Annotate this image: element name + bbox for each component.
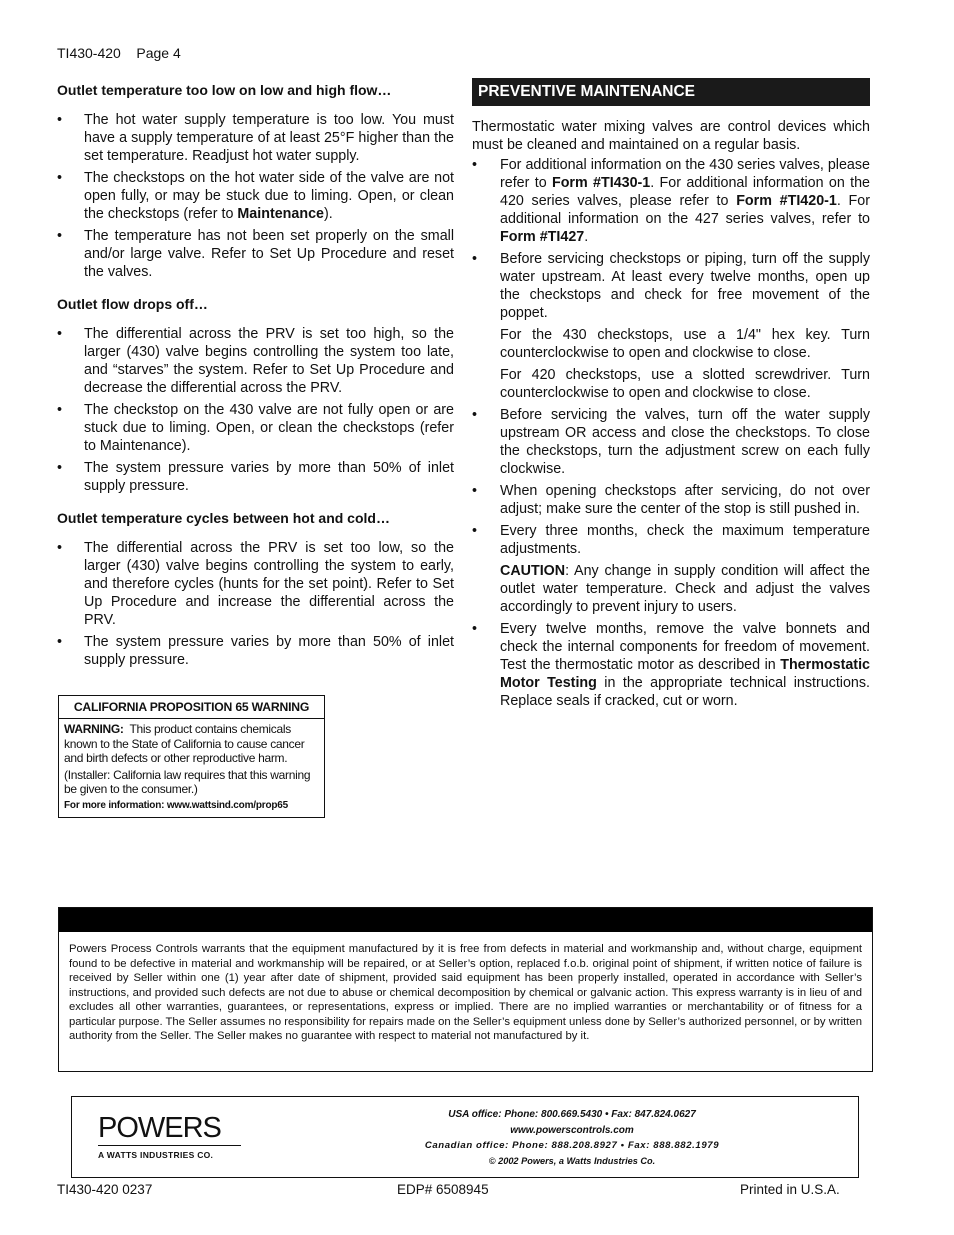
list-item: • The system pressure varies by more than 50% of inlet supply pressure. [57, 460, 454, 494]
warranty-text: Powers Process Controls warrants that the equipment manufactured by it is free from defects in material and workmanship and, without charge, equipment found to be defective in material and workmanship will be repaired, or at Seller’s option, replaced f.o.b. original point of shipment, if written notice of failure is received by Seller within one (1) year after date of shipment, provided said equipment has been properly installed, operated in accordance with Seller’s instructions, and provided such defects are not due to abuse or chemical decomposition by chemical or galvanic action. This express warranty is in lieu of and excludes all other warranties, guarantees, or representations, express or implied. There are no implied warranties or merchantability or of fitness for a particular purpose. The Seller assumes no responsibility for repairs made on the Seller’s equipment unless done by Seller’s authorized personnel, or by written authority from the Seller. The Seller makes no guarantee with respect to material not manufactured by it. [69, 943, 862, 1042]
doc-id: TI430-420 [57, 45, 121, 61]
warranty-box [58, 907, 873, 1072]
prop65-warning: WARNING: This product contains chemicals known to the State of California to cause cancer and birth defects or other reproductive harm. [64, 722, 305, 765]
list-item: • Every twelve months, remove the valve bonnets and check the internal components for freedom of movement. Test the thermostatic motor as described in Thermostatic Motor Testing in the appropriate technical instructions. Replace seals if cracked, cut or worn. [472, 621, 870, 709]
prop65-title: CALIFORNIA PROPOSITION 65 WARNING [73, 700, 310, 714]
website: www.powerscontrols.com [510, 1124, 634, 1136]
usa-office: USA office: Phone: 800.669.5430 • Fax: 847.824.0627 [448, 1109, 696, 1120]
bottom-doc-id: TI430-420 0237 [57, 1182, 153, 1197]
low-temp-list [57, 111, 454, 281]
list-item: • When opening checkstops after servicing, do not over adjust; make sure the center of the stop is still pushed in. [472, 483, 870, 517]
list-item: • Every three months, check the maximum temperature adjustments. CAUTION: Any change in supply condition will affect the outlet water temperature. Check and adjust the valves accordingly to prevent injury to users. [472, 523, 870, 615]
list-item: • For additional information on the 430 series valves, please refer to Form #TI430-1. For additional information on the 420 series valves, please refer to Form #TI420-1. For additional information on the 427 series valves, refer to Form #TI427. [472, 157, 871, 245]
warranty-header-bar [59, 908, 872, 932]
bullet: • [57, 326, 63, 342]
temp-cycles-list [57, 539, 454, 669]
bullet: • [472, 523, 478, 539]
divider [59, 718, 324, 719]
list-item: • The differential across the PRV is set too low, so the larger (430) valve begins controlling the system to early, and therefore cycles (hunts for the set point). Refer to Set Up Procedure and increase the differential across the PRV. [57, 540, 454, 628]
bottom-edp: EDP# 6508945 [397, 1182, 489, 1197]
page-header [57, 45, 181, 61]
flow-drops-list [57, 325, 454, 495]
list-item: • The checkstops on the hot water side of the valve are not open fully, or may be stuck due to liming. Open, or clean the checkstops (refer to Maintenance). [57, 170, 454, 222]
caution-paragraph: CAUTION: Any change in supply condition will affect the outlet water temperature. Check and adjust the valves accordingly to prevent injury to users. [500, 563, 870, 615]
section-title-low-temp: Outlet temperature too low on low and high flow… [57, 82, 392, 98]
list-item: • The checkstop on the 430 valve are not fully open or are stuck due to liming. Open, or clean the checkstops (refer to Maintenance). [57, 402, 454, 454]
list-item: • The hot water supply temperature is too low. You must have a supply temperature of at least 25°F higher than the set temperature. Readjust hot water supply. [57, 112, 454, 164]
bullet: • [57, 112, 63, 128]
prop65-installer: (Installer: California law requires that this warning be given to the consumer.) [64, 767, 311, 796]
bullet: • [472, 251, 478, 267]
logo-subtitle: A WATTS INDUSTRIES CO. [98, 1150, 214, 1160]
prop65-more-info: For more information: www.wattsind.com/prop65 [64, 799, 288, 811]
bullet: • [472, 621, 478, 637]
list-item: • The differential across the PRV is set too high, so the larger (430) valve begins controlling the system too late, and “starves” the system. Refer to Set Up Procedure and decrease the differential across the PRV. [57, 326, 454, 396]
powers-logo [98, 1113, 241, 1160]
canadian-office: Canadian office: Phone: 888.208.8927 • Fax: 888.882.1979 [424, 1140, 720, 1151]
logo-rule [98, 1145, 241, 1146]
list-item: • Before servicing checkstops or piping, turn off the supply water upstream. At least every twelve months, open up the checkstops and check for free movement of the poppet. For the 430 checkstops, use a 1/4" hex key. Turn counterclockwise to open and clockwise to close. For 420 checkstops, use a slotted screwdriver. Turn counterclockwise to open and clockwise to close. [472, 251, 870, 401]
section-title-temp-cycles: Outlet temperature cycles between hot and cold… [57, 510, 390, 526]
troubleshooting-column [57, 81, 454, 683]
list-item: • Before servicing the valves, turn off the water supply upstream OR access and close the checkstops. To close the checkstops, turn the adjustment screw on each fully clockwise. [472, 407, 870, 477]
bullet: • [472, 483, 478, 499]
copyright: © 2002 Powers, a Watts Industries Co. [488, 1155, 656, 1166]
prop65-warning-box [58, 695, 325, 818]
list-item: • The temperature has not been set properly on the small and/or large valve. Refer to Set Up Procedure and reset the valves. [57, 228, 454, 280]
bullet: • [57, 634, 63, 650]
list-item: • The system pressure varies by more than 50% of inlet supply pressure. [57, 634, 454, 668]
logo-wordmark: POWERS [98, 1112, 221, 1144]
sub-paragraph: For the 430 checkstops, use a 1/4" hex key. Turn counterclockwise to open and clockwise to close. [500, 327, 870, 361]
contact-info [412, 1107, 732, 1169]
bullet: • [57, 228, 63, 244]
page-number: Page 4 [136, 45, 181, 61]
bullet: • [57, 460, 63, 476]
footer-box [71, 1096, 859, 1178]
section-header-preventive-maintenance: PREVENTIVE MAINTENANCE [472, 78, 870, 106]
bullet: • [472, 407, 478, 423]
bullet: • [57, 402, 63, 418]
maintenance-list [472, 156, 870, 710]
intro-paragraph: Thermostatic water mixing valves are control devices which must be cleaned and maintained on a regular basis. [472, 119, 870, 153]
bullet: • [57, 540, 63, 556]
bullet: • [472, 157, 478, 173]
bottom-printed: Printed in U.S.A. [740, 1182, 840, 1197]
maintenance-column [472, 78, 870, 724]
bullet: • [57, 170, 63, 186]
sub-paragraph: For 420 checkstops, use a slotted screwdriver. Turn counterclockwise to open and clockwise to close. [500, 367, 870, 401]
section-title-flow-drops: Outlet flow drops off… [57, 296, 208, 312]
